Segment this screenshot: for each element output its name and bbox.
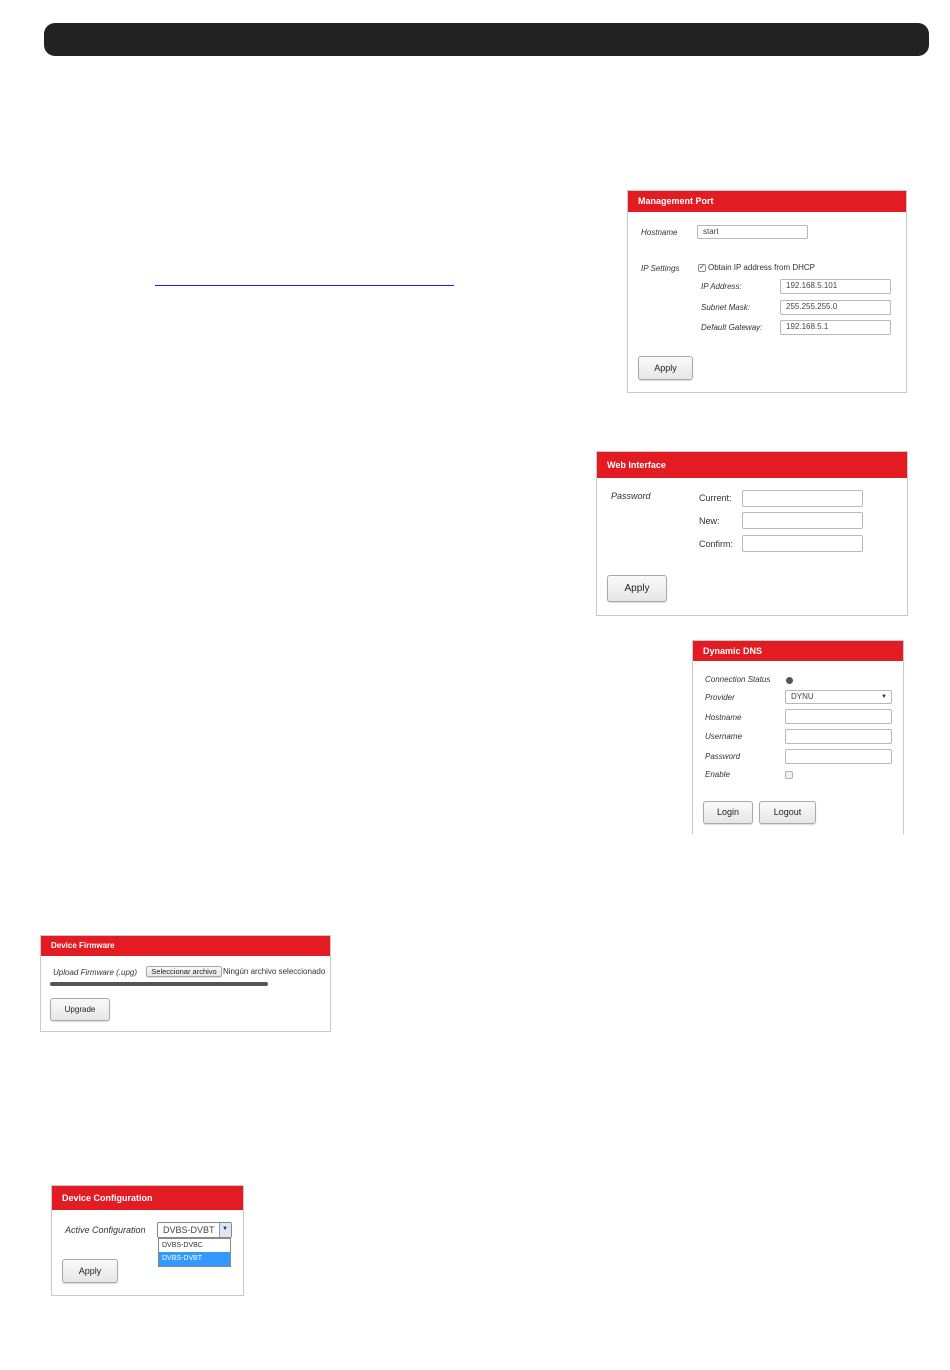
device-configuration-title: Device Configuration xyxy=(52,1186,243,1210)
logout-button[interactable]: Logout xyxy=(759,801,816,824)
password-label: Password xyxy=(611,491,651,501)
upload-firmware-label: Upload Firmware (.upg) xyxy=(53,968,138,977)
dropdown-option[interactable]: DVBS-DVBC xyxy=(162,1242,203,1249)
chevron-down-icon: ▼ xyxy=(222,1226,228,1232)
upload-progress-bar xyxy=(50,982,268,986)
enable-checkbox[interactable] xyxy=(785,771,793,779)
device-firmware-panel xyxy=(40,935,331,1032)
new-label: New: xyxy=(699,516,720,526)
ddns-username-input[interactable] xyxy=(785,729,892,744)
management-apply-button[interactable]: Apply xyxy=(638,356,693,380)
active-configuration-label: Active Configuration xyxy=(65,1225,146,1235)
top-bar xyxy=(44,23,929,56)
current-password-input[interactable] xyxy=(742,490,863,507)
web-interface-title: Web Interface xyxy=(597,452,907,478)
enable-label: Enable xyxy=(705,770,730,779)
web-interface-apply-button[interactable]: Apply xyxy=(607,575,667,602)
management-port-title: Management Port xyxy=(628,191,906,212)
confirm-label: Confirm: xyxy=(699,539,734,549)
dynamic-dns-panel xyxy=(692,640,904,834)
hostname-input[interactable]: start xyxy=(697,225,808,239)
provider-label: Provider xyxy=(705,693,735,702)
ddns-hostname-input[interactable] xyxy=(785,709,892,724)
device-configuration-panel xyxy=(51,1185,244,1296)
ddns-hostname-label: Hostname xyxy=(705,713,742,722)
web-interface-panel xyxy=(596,451,908,616)
default-gateway-input[interactable]: 192.168.5.1 xyxy=(780,320,891,335)
select-arrow-button[interactable] xyxy=(219,1223,231,1237)
provider-selected-value: DYNU xyxy=(791,692,814,701)
dhcp-checkbox[interactable]: ✓ xyxy=(699,264,705,271)
ip-address-input[interactable]: 192.168.5.101 xyxy=(780,279,891,294)
connection-status-label: Connection Status xyxy=(705,675,771,684)
dhcp-label: Obtain IP address from DHCP xyxy=(708,263,816,272)
login-button[interactable]: Login xyxy=(703,801,753,824)
ddns-password-label: Password xyxy=(705,752,741,761)
management-port-panel xyxy=(627,190,907,393)
ddns-password-input[interactable] xyxy=(785,749,892,764)
hostname-label: Hostname xyxy=(641,228,678,237)
dropdown-option-selected[interactable]: DVBS-DVBT xyxy=(159,1252,230,1266)
default-gateway-label: Default Gateway: xyxy=(701,323,763,332)
device-configuration-apply-button[interactable]: Apply xyxy=(62,1259,118,1283)
choose-file-button[interactable]: Seleccionar archivo xyxy=(146,966,222,977)
ip-address-label: IP Address: xyxy=(701,282,742,291)
new-password-input[interactable] xyxy=(742,512,863,529)
confirm-password-input[interactable] xyxy=(742,535,863,552)
configuration-dropdown-list xyxy=(158,1238,231,1267)
subnet-mask-input[interactable]: 255.255.255.0 xyxy=(780,300,891,315)
upgrade-button[interactable]: Upgrade xyxy=(50,998,110,1021)
subnet-mask-label: Subnet Mask: xyxy=(701,303,750,312)
ddns-username-label: Username xyxy=(705,732,742,741)
ip-settings-label: IP Settings xyxy=(641,264,680,273)
active-configuration-value: DVBS-DVBT xyxy=(163,1225,215,1235)
dynamic-dns-title: Dynamic DNS xyxy=(693,641,903,661)
current-label: Current: xyxy=(699,493,732,503)
no-file-label: Ningún archivo seleccionado xyxy=(223,967,326,976)
hyperlink-underline[interactable] xyxy=(155,285,454,286)
connection-status-indicator xyxy=(786,677,793,684)
chevron-down-icon: ▼ xyxy=(881,694,887,700)
device-firmware-title: Device Firmware xyxy=(41,936,330,956)
provider-select[interactable] xyxy=(785,690,892,704)
